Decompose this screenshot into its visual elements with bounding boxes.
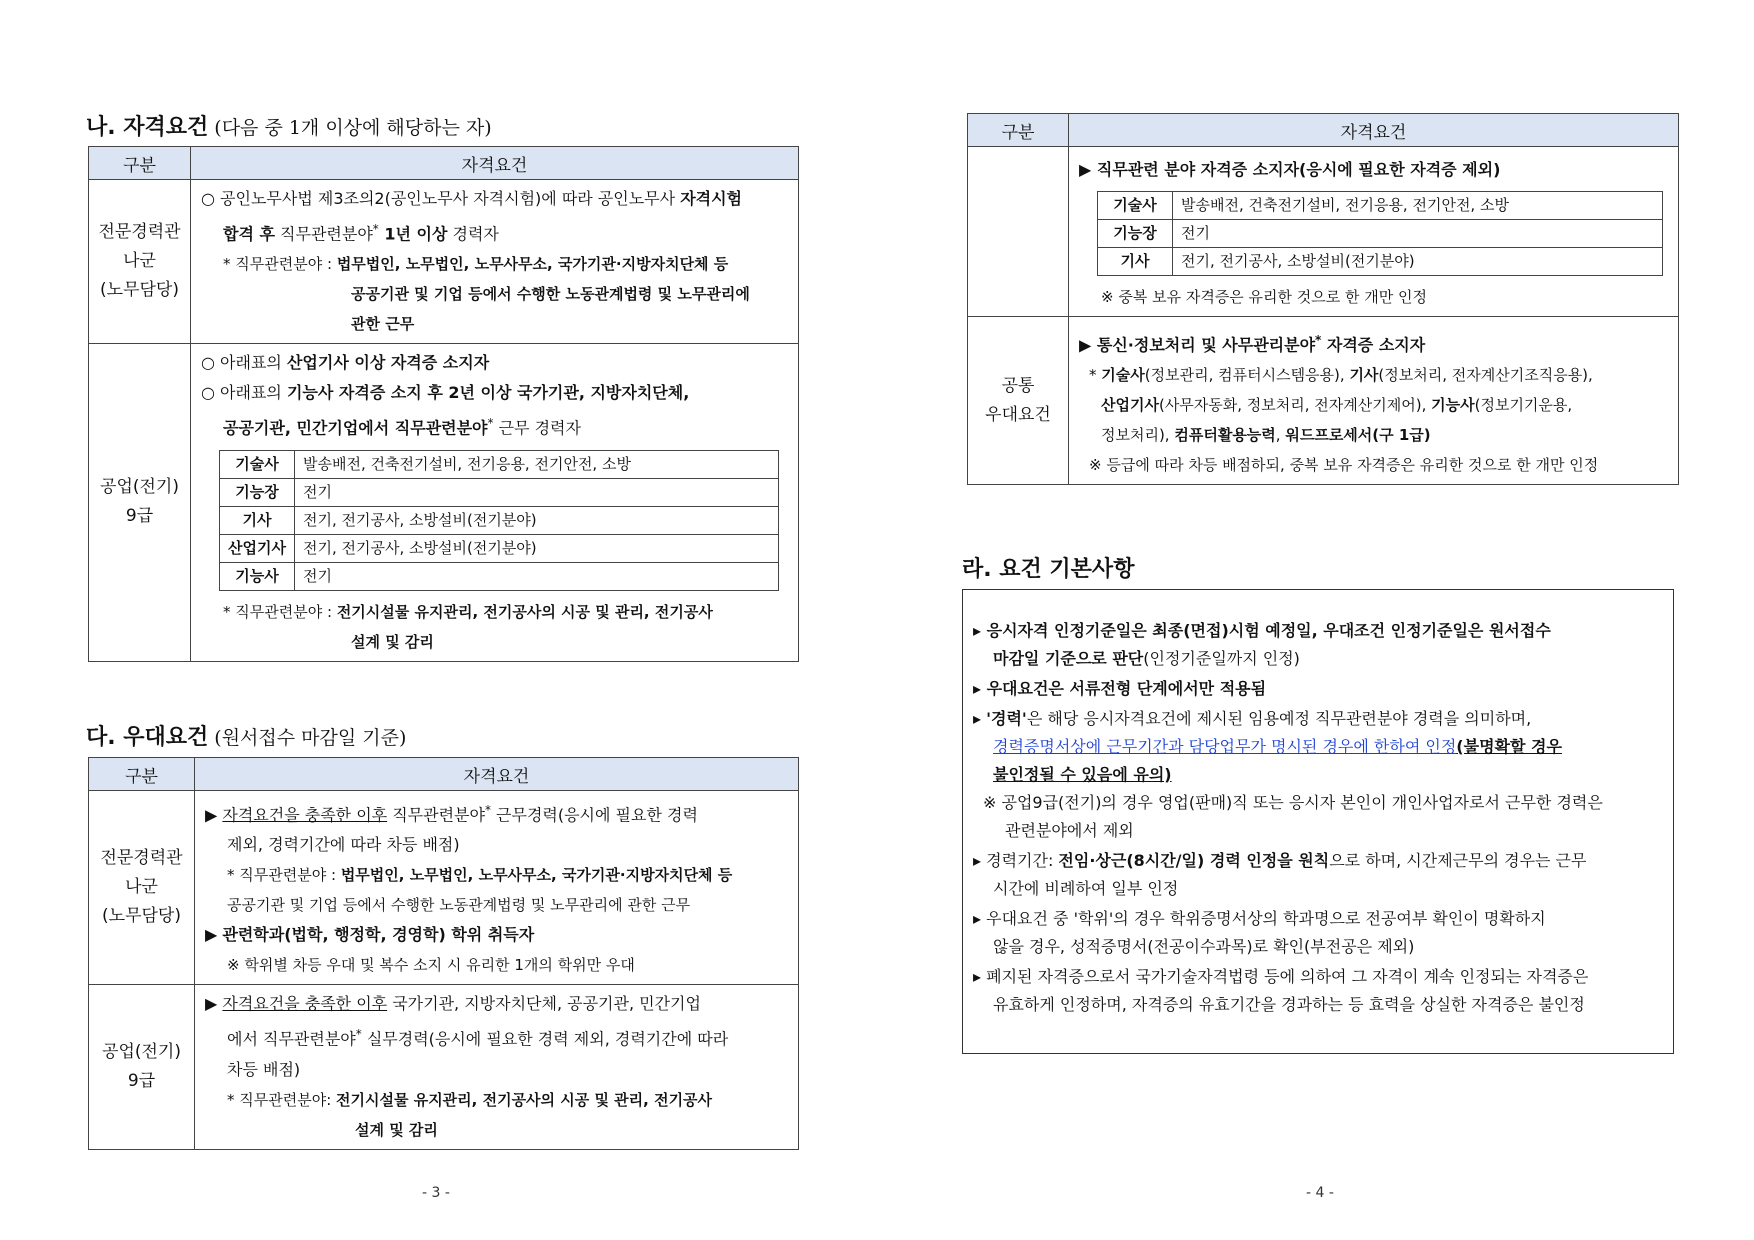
requirement-line: ○ 아래표의 기능사 자격증 소지 후 2년 이상 국가기관, 지방자치단체,: [201, 383, 690, 403]
category-cell: [89, 344, 191, 661]
basics-line: 마감일 기준으로 판단(인정기준일까지 인정): [993, 649, 1300, 668]
basics-box: [962, 589, 1674, 1054]
qualification-table: [88, 146, 799, 662]
note-line: 정보처리), 컴퓨터활용능력, 워드프로세서(구 1급): [1101, 426, 1431, 445]
category-line: 우대요건: [985, 404, 1051, 425]
basics-line: ▸ 우대요건은 서류전형 단계에서만 적용됨: [973, 679, 1267, 698]
category-line: 나군: [123, 251, 156, 272]
basics-line: ▸ 폐지된 자격증으로서 국가기술자격법령 등에 의하여 그 자격이 계속 인정되는 자격증은: [973, 967, 1589, 986]
requirement-cell: [191, 180, 799, 344]
table-header-requirement: 자격요건: [195, 758, 799, 791]
page-number: - 3 -: [422, 1185, 450, 1201]
table-header-category: 구분: [89, 758, 195, 791]
license-row: 산업기사 전기, 전기공사, 소방설비(전기분야): [220, 534, 779, 562]
note-line: 산업기사(사무자동화, 정보처리, 전자계산기제어), 기능사(정보기기운용,: [1101, 396, 1573, 415]
requirement-cell: [191, 344, 799, 661]
category-line: 9급: [125, 506, 154, 527]
requirement-line: ○ 아래표의 산업기사 이상 자격증 소지자: [201, 353, 490, 373]
note-line: ※ 학위별 차등 우대 및 복수 소지 시 유리한 1개의 학위만 우대: [227, 956, 635, 975]
note-line: 공공기관 및 기업 등에서 수행한 노동관계법령 및 노무관리에 관한 근무: [227, 896, 691, 915]
requirement-line: ▶ 자격요건을 충족한 이후 직무관련분야* 근무경력(응시에 필요한 경력: [205, 803, 698, 825]
license-row: 기술사 발송배전, 건축전기설비, 전기응용, 전기안전, 소방: [1098, 192, 1663, 220]
requirement-line: 공공기관, 민간기업에서 직무관련분야* 근무 경력자: [223, 416, 581, 438]
license-row: 기능장 전기: [1098, 220, 1663, 248]
table-header-category: 구분: [89, 147, 191, 180]
note-line: 공공기관 및 기업 등에서 수행한 노동관계법령 및 노무관리에: [351, 285, 750, 304]
note-line: ※ 등급에 따라 차등 배점하되, 중복 보유 자격증은 유리한 것으로 한 개만 인정: [1089, 456, 1599, 475]
category-cell: [89, 180, 191, 344]
requirement-cell: [1069, 317, 1679, 485]
note-line: * 직무관련분야 : 전기시설물 유지관리, 전기공사의 시공 및 관리, 전기공사: [223, 602, 713, 621]
basics-line: ▸ '경력'은 해당 응시자격요건에 제시된 임용예정 직무관련분야 경력을 의미하며,: [973, 709, 1532, 728]
preference-table: [88, 757, 799, 1150]
section-title-text: 다. 우대요건: [86, 725, 209, 750]
note-line: * 직무관련분야 : 법무법인, 노무법인, 노무사무소, 국가기관·지방자치단체 등: [227, 866, 733, 885]
basics-line: ▸ 응시자격 인정기준일은 최종(면접)시험 예정일, 우대조건 인정기준일은 원서접수: [973, 621, 1551, 640]
basics-line: 불인정될 수 있음에 유의): [993, 765, 1172, 784]
requirement-line: 합격 후 직무관련분야* 1년 이상 경력자: [223, 222, 499, 244]
license-row: 기술사 발송배전, 건축전기설비, 전기응용, 전기안전, 소방: [220, 450, 779, 478]
basics-line: 유효하게 인정하며, 자격증의 유효기간을 경과하는 등 효력을 상실한 자격증은 불인정: [993, 995, 1585, 1014]
category-line: 공통: [1001, 375, 1035, 396]
requirement-line: ▶ 자격요건을 충족한 이후 국가기관, 지방자치단체, 공공기관, 민간기업: [205, 994, 701, 1014]
table-header-requirement: 자격요건: [1069, 114, 1679, 147]
basics-line: 관련분야에서 제외: [1005, 821, 1134, 840]
table-header-category: 구분: [968, 114, 1069, 147]
requirement-line: 에서 직무관련분야* 실무경력(응시에 필요한 경력 제외, 경력기간에 따라: [227, 1027, 729, 1049]
requirement-line: ▶ 직무관련 분야 자격증 소지자(응시에 필요한 자격증 제외): [1079, 160, 1501, 179]
category-cell: [968, 147, 1069, 317]
section-subtitle: (원서접수 마감일 기준): [214, 727, 407, 749]
note-line: * 직무관련분야: 전기시설물 유지관리, 전기공사의 시공 및 관리, 전기공사: [227, 1090, 713, 1109]
note-line: 설계 및 감리: [355, 1120, 438, 1139]
requirement-line: 차등 배점): [227, 1059, 301, 1079]
category-line: 9급: [127, 1070, 156, 1091]
note-line: 관한 근무: [351, 315, 415, 334]
common-preference-table: [967, 113, 1679, 485]
basics-line: ▸ 우대요건 중 '학위'의 경우 학위증명서상의 학과명으로 전공여부 확인이 명확하지: [973, 909, 1546, 928]
basics-line: ※ 공업9급(전기)의 경우 영업(판매)직 또는 응시자 본인이 개인사업자로서 근무한 경력은: [983, 793, 1603, 812]
section-subtitle: (다음 중 1개 이상에 해당하는 자): [214, 117, 492, 139]
section-title-text: 라. 요건 기본사항: [962, 557, 1135, 582]
section-title-preference: [86, 720, 406, 751]
license-table: [1097, 191, 1663, 276]
category-line: (노무담당): [100, 280, 179, 301]
basics-line: 않을 경우, 성적증명서(전공이수과목)로 확인(부전공은 제외): [993, 937, 1415, 956]
requirement-line: ○ 공인노무사법 제3조의2(공인노무사 자격시험)에 따라 공인노무사 자격시험: [201, 189, 743, 208]
section-title-basics: [962, 552, 1134, 583]
requirement-cell: [195, 791, 799, 985]
note-line: ※ 중복 보유 자격증은 유리한 것으로 한 개만 인정: [1101, 288, 1428, 306]
category-line: 전문경력관: [98, 222, 181, 243]
table-header-requirement: 자격요건: [191, 147, 799, 180]
license-table: [219, 450, 779, 591]
category-cell: [89, 791, 195, 985]
section-title-text: 나. 자격요건: [86, 115, 209, 140]
category-line: (노무담당): [102, 906, 181, 927]
basics-line: 시간에 비례하여 일부 인정: [993, 879, 1179, 898]
basics-line: ▸ 경력기간: 전임·상근(8시간/일) 경력 인정을 원칙으로 하며, 시간제근무의 경우는 근무: [973, 851, 1587, 870]
category-line: 나군: [125, 877, 158, 898]
basics-line: 경력증명서상에 근무기간과 담당업무가 명시된 경우에 한하여 인정(불명확할 경우: [993, 737, 1562, 756]
note-line: * 직무관련분야 : 법무법인, 노무법인, 노무사무소, 국가기관·지방자치단체 등: [223, 255, 729, 274]
note-line: 설계 및 감리: [351, 632, 434, 651]
requirement-cell: [195, 985, 799, 1149]
category-cell: [968, 317, 1069, 485]
category-line: 전문경력관: [100, 848, 183, 869]
license-row: 기사 전기, 전기공사, 소방설비(전기분야): [220, 506, 779, 534]
category-cell: [89, 985, 195, 1149]
category-line: 공업(전기): [100, 477, 179, 498]
license-row: 기능장 전기: [220, 478, 779, 506]
requirement-line: ▶ 관련학과(법학, 행정학, 경영학) 학위 취득자: [205, 925, 535, 945]
license-row: 기사 전기, 전기공사, 소방설비(전기분야): [1098, 248, 1663, 276]
page-number: - 4 -: [1306, 1185, 1334, 1201]
note-line: * 기술사(정보관리, 컴퓨터시스템응용), 기사(정보처리, 전자계산기조직응용),: [1089, 366, 1593, 385]
section-title-qualifications: [86, 110, 492, 141]
category-line: 공업(전기): [102, 1041, 181, 1062]
license-row: 기능사 전기: [220, 562, 779, 590]
requirement-line: 제외, 경력기간에 따라 차등 배점): [227, 835, 460, 855]
requirement-cell: [1069, 147, 1679, 317]
requirement-line: ▶ 통신·정보처리 및 사무관리분야* 자격증 소지자: [1079, 333, 1426, 355]
